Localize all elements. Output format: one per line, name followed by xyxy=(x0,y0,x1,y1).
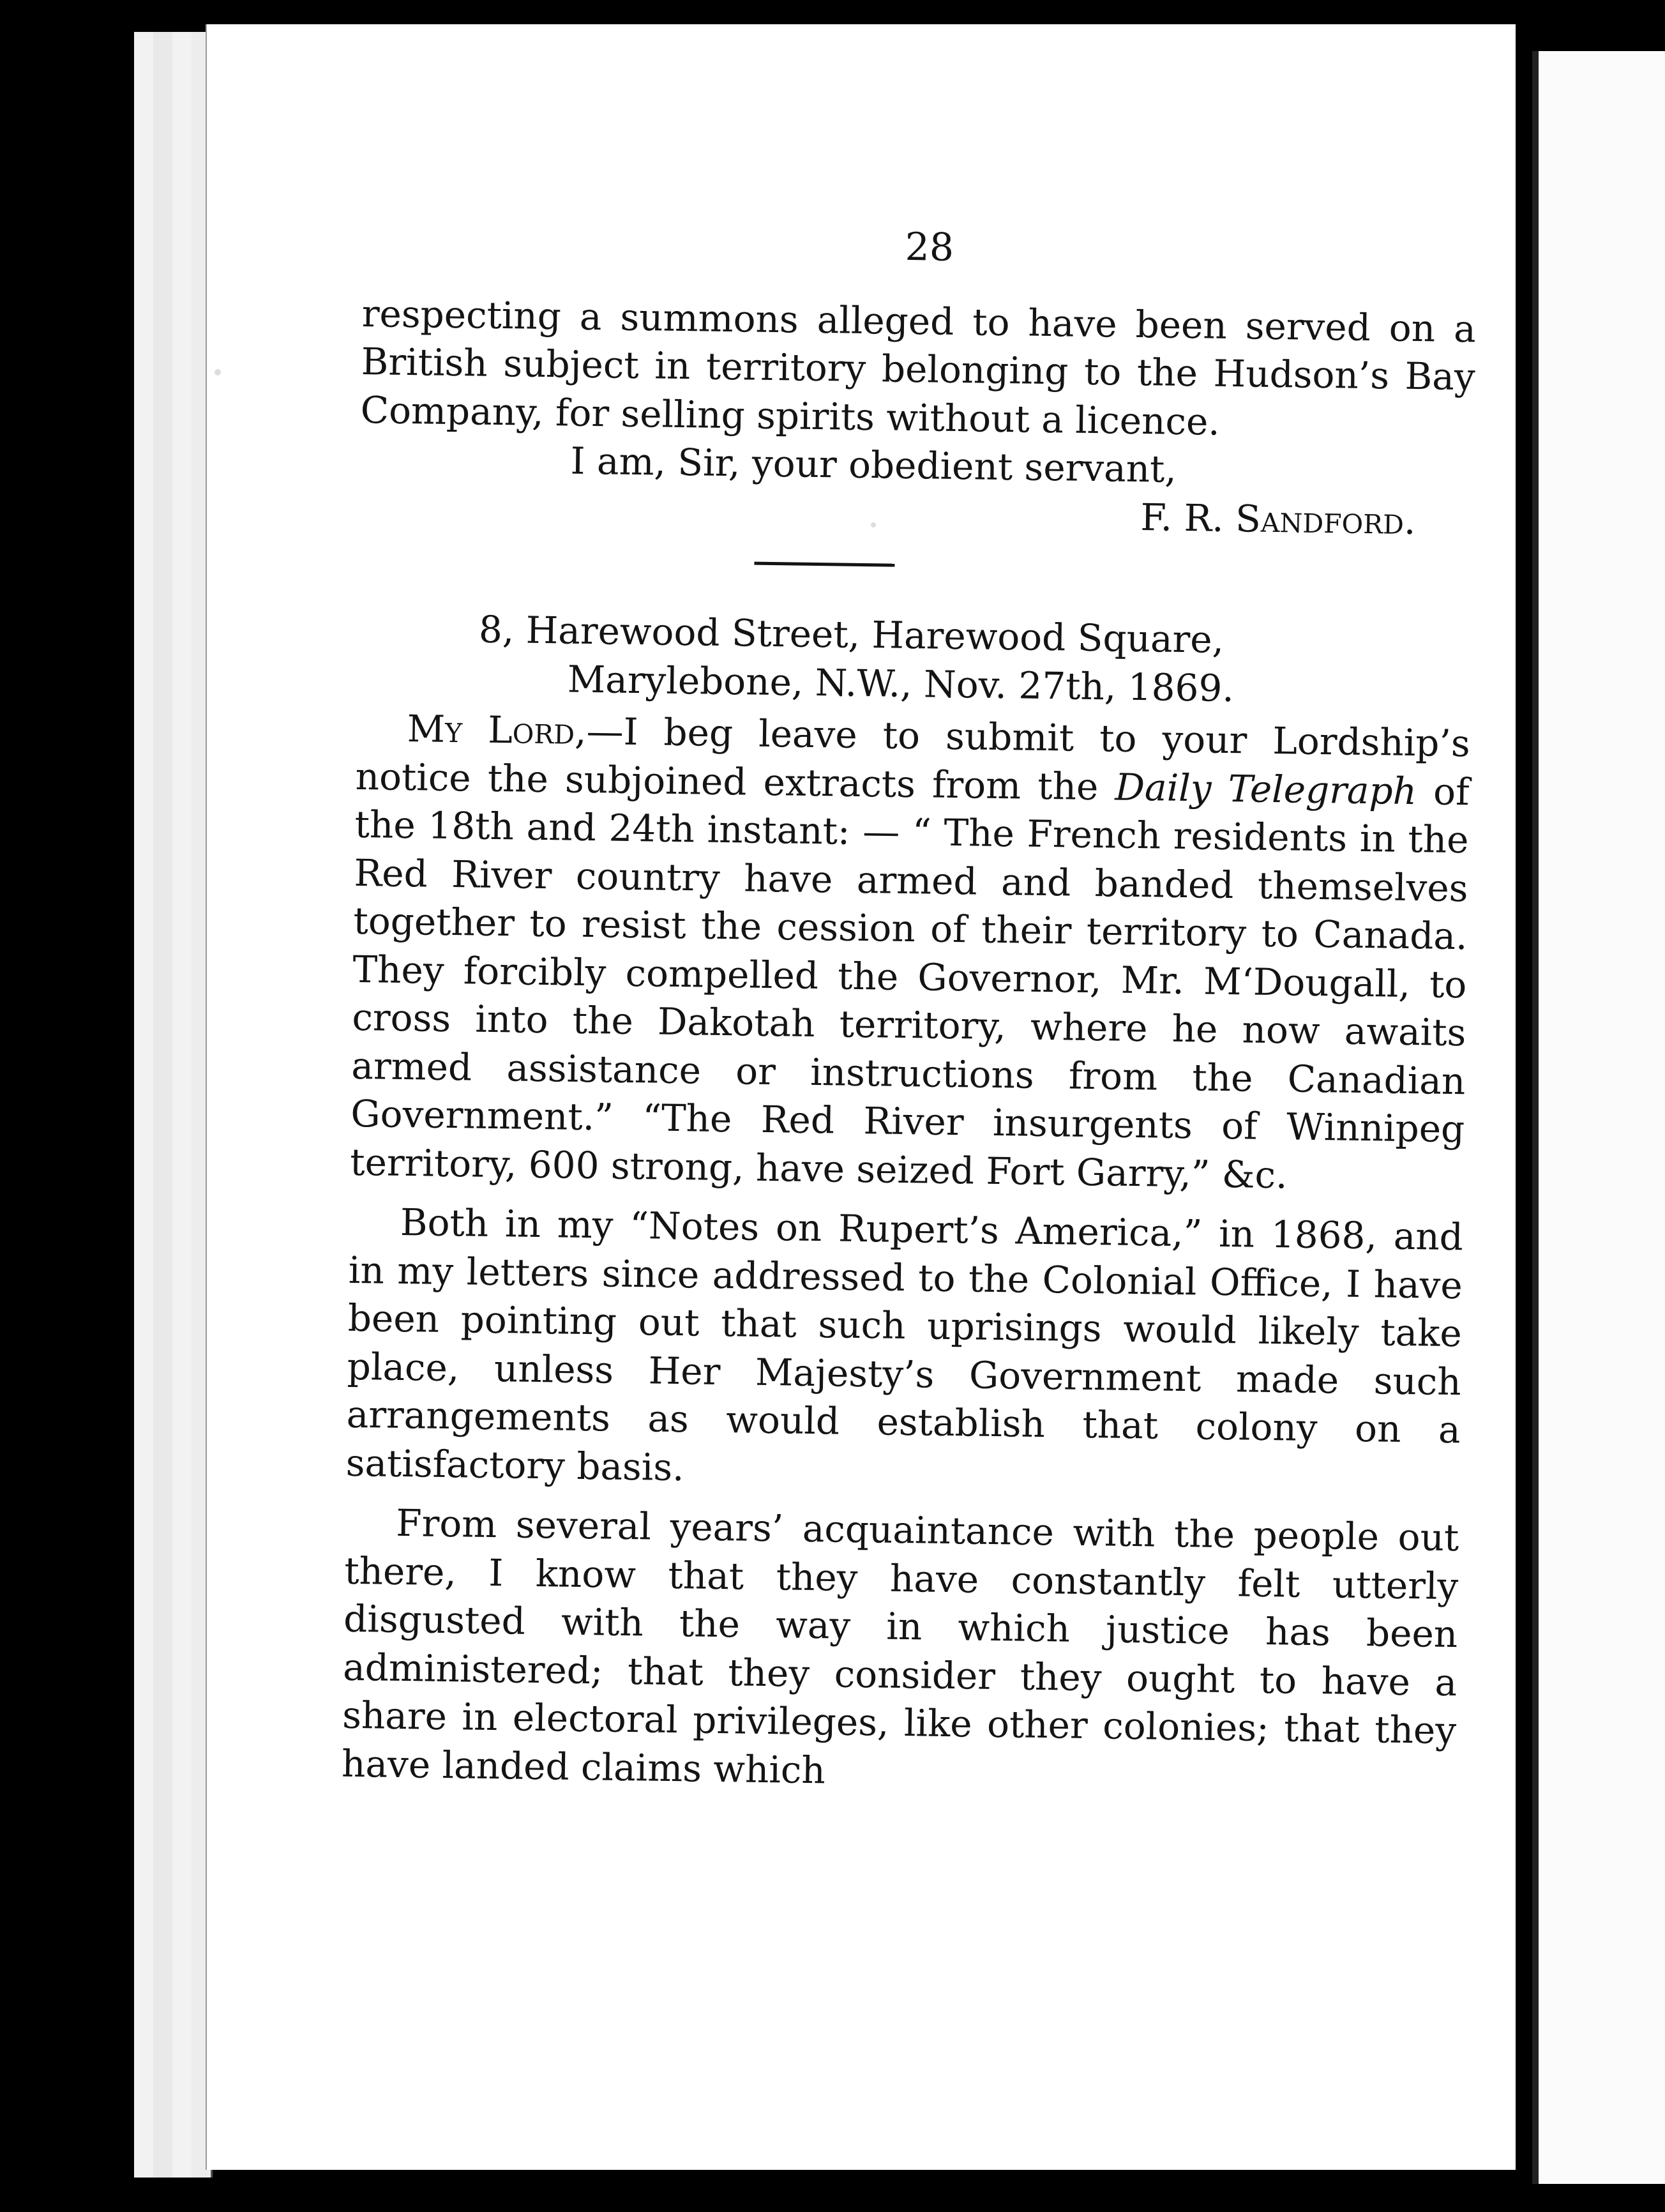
newspaper-title: Daily Telegraph xyxy=(1115,765,1417,813)
letter-paragraph-3: From several years’ acquaintance with the people out there, I know that they have constantly felt utterly disgusted with the way in which justice has been administered; that they consider they ought to have a share in electoral privileges, like other colonies; that they have landed claims which xyxy=(341,1501,1459,1792)
facing-page-edge xyxy=(1532,51,1665,2184)
scan-speck xyxy=(215,369,221,375)
page-number: 28 xyxy=(905,224,954,270)
address-line-1: 8, Harewood Street, Harewood Square, xyxy=(478,607,1224,662)
page-text xyxy=(342,216,1477,1803)
letter-paragraph-1: My Lord,—I beg leave to submit to your Lordship’s notice the subjoined extracts from the Daily Telegraph of the 18th and 24th instant: — “ The French residents in the Red River country have armed and banded themselves together to resist the cession of their territory to Canada. They forcibly compelled the Governor, Mr. M‘Dougall, to cross into the Dakotah territory, where he now awaits armed assistance or instructions from the Canadian Government.” “The Red River insurgents of Winnipeg territory, 600 strong, have seized Fort Garry,” &c. xyxy=(349,707,1471,1197)
section-divider xyxy=(754,562,894,567)
letter-closing: I am, Sir, your obedient servant, xyxy=(570,439,1177,491)
page-edge xyxy=(172,32,193,2178)
address-line-2: Marylebone, N.W., Nov. 27th, 1869. xyxy=(567,657,1235,710)
book-page xyxy=(206,24,1516,2170)
page-edge xyxy=(153,32,174,2178)
continuation-paragraph: respecting a summons alleged to have been served on a British subject in territory belonging to the Hudson’s Bay Company, for selling spirits without a licence. xyxy=(360,291,1477,444)
signature-surname: Sandford. xyxy=(1235,496,1416,543)
page-edge xyxy=(134,32,155,2178)
salutation: My Lord, xyxy=(407,707,587,753)
letter-paragraph-2: Both in my “Notes on Rupert’s America,” in 1868, and in my letters since addressed to the Colonial Office, I have been pointing out that such uprisings would likely take place, unless Her Majesty’s Government made such arrangements as would establish that colony on a satisfactory basis. xyxy=(345,1200,1464,1489)
signature-initials: F. R. xyxy=(1140,495,1224,540)
